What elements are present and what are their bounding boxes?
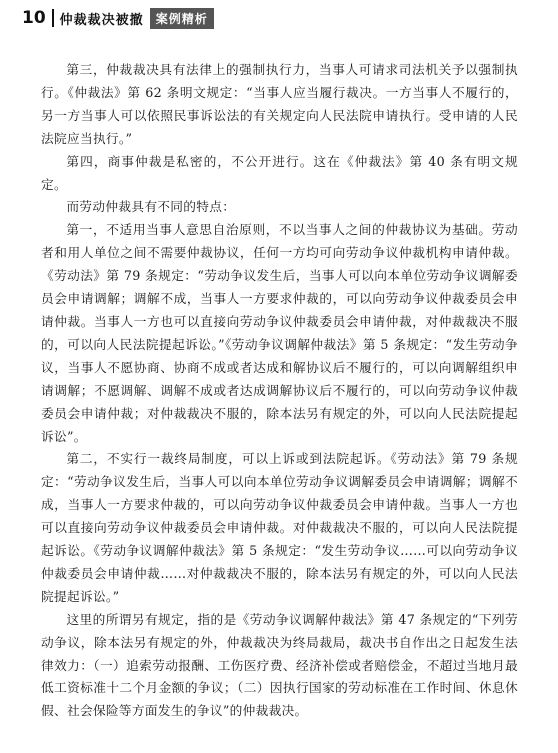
- paragraph-2: 第四，商事仲裁是私密的，不公开进行。这在《仲裁法》第 40 条有明文规定。: [41, 153, 518, 192]
- book-title: 仲裁裁决被撤: [59, 12, 144, 28]
- page-number: 10: [22, 8, 46, 28]
- paragraph-5: 第二，不实行一裁终局制度，可以上诉或到法院起诉。《劳动法》第 79 条规定：“劳动争议发生后，当事人可以向本单位劳动争议调解委员会申请调解；调解不成，当事人一方要求仲裁的，可以向劳动争议仲裁委员会申请仲裁。当事人一方也可以直接向劳动争议仲裁委员会申请仲裁。对仲裁裁决不服的，可以向人民法院提起诉讼。《劳动争议调解仲裁法》第 5 条规定：“发生劳动争议……可以向劳动争议仲裁委员会申请仲裁……对仲裁裁决不服的，除本法另有规定的外，可以向人民法院提起诉讼。”: [41, 451, 518, 604]
- body-text: [41, 59, 518, 723]
- page-header: [22, 6, 214, 30]
- paragraph-4: 第一，不适用当事人意思自治原则，不以当事人之间的仲裁协议为基础。劳动者和用人单位之间不需要仲裁协议，任何一方均可向劳动争议仲裁机构申请仲裁。《劳动法》第 79 条规定：“劳动争议发生后，当事人可以向本单位劳动争议调解委员会申请调解；调解不成，当事人一方要求仲裁的，可以向劳动争议仲裁委员会申请仲裁。当事人一方也可以直接向劳动争议仲裁委员会申请仲裁，对仲裁裁决不服的，可以向人民法院提起诉讼。”《劳动争议调解仲裁法》第 5 条规定：“发生劳动争议，当事人不愿协商、协商不成或者达成和解协议后不履行的，可以向调解组织申请调解；不愿调解、调解不成或者达成调解协议后不履行的，可以向劳动争议仲裁委员会申请仲裁；对仲裁裁决不服的，除本法另有规定的外，可以向人民法院提起诉讼”。: [41, 222, 518, 444]
- paragraph-6: 这里的所谓另有规定，指的是《劳动争议调解仲裁法》第 47 条规定的“下列劳动争议，除本法另有规定的外，仲裁裁决为终局裁局，裁决书自作出之日起发生法律效力：（一）追索劳动报酬、工伤医疗费、经济补偿或者赔偿金，不超过当地月最低工资标准十二个月金额的争议；（二）因执行国家的劳动标准在工作时间、休息休假、社会保险等方面发生的争议”的仲裁裁决。: [41, 611, 518, 719]
- paragraph-1: 第三，仲裁裁决具有法律上的强制执行力，当事人可请求司法机关予以强制执行。《仲裁法》第 62 条明文规定：“当事人应当履行裁决。一方当事人不履行的，另一方当事人可以依照民事诉讼法的有关规定向人民法院申请执行。受申请的人民法院应当执行。”: [41, 62, 518, 146]
- paragraph-3: 而劳动仲裁具有不同的特点：: [66, 199, 236, 215]
- section-label: 案例精析: [150, 8, 214, 29]
- header-divider: [52, 9, 54, 27]
